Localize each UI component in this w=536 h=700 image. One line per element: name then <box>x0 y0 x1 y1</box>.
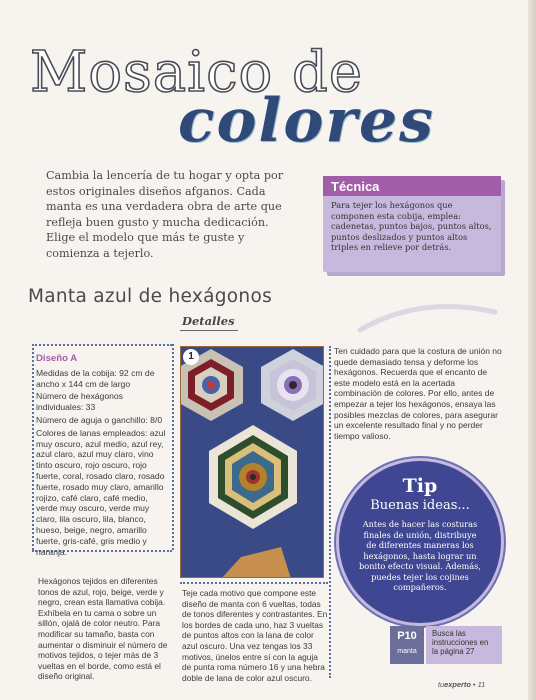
badge-code-box <box>390 626 424 664</box>
right-column-text: Ten cuidado para que la costura de unión no quede demasiado tensa y deforme los hexágonos. Recuerda que el encanto de este modelo está en la acertada combinación de colores. Por ello, antes de empezar a tejer los hexágonos, ensaya las posibles mezclas de colores, para asegurar un excelente resultado final y no perder tiempo valioso. <box>334 346 502 441</box>
title-line-2 <box>178 86 435 156</box>
tecnica-body: Para tejer los hexágonos que componen esta cobija, emplea: cadenetas, puntos bajos, puntos altos, puntos deslizados y puntos altos triples en relieve por detrás. <box>331 200 492 253</box>
diseno-colores: Colores de lanas empleados: azul muy oscuro, azul medio, azul rey, azul claro, azul muy claro, vino tinto oscuro, rojo oscuro, rojo fuerte, coral, rosado claro, rosado fuerte, rosado muy claro, amarillo rojizo, café claro, café medio, verde muy oscuro, verde muy claro, lila oscuro, lila, blanco, hueso, beige, negro, amarillo fuerte, gris-café, gris medio y naranja. <box>36 427 166 557</box>
diseno-hexagonos: Número de hexágonos individuales: 33 <box>36 391 123 413</box>
bottom-left-caption: Hexágonos tejidos en diferentes tonos de azul, rojo, beige, verde y negro, crean esta llamativa cobija. Exhíbela en tu cama o sobre un sillón, ojalá de color neutro. Para modificar su tamaño, basta con aumentar o disminuir el número de motivos tejidos, o tejer más de 3 vueltas en el borde, como está el diseño original. <box>38 576 168 682</box>
title-line-2-text: colores <box>178 86 435 156</box>
blanket-photo-illustration <box>181 347 324 578</box>
pattern-reference-badge <box>390 626 502 664</box>
page-footer: tuexperto • 11 <box>438 680 486 689</box>
bottom-middle-caption: Teje cada motivo que compone este diseño de manta con 6 vueltas, todas de tonos diferentes y contrastantes. En los bordes de cada uno, haz 3 vueltas de puntos altos con la lana de color azul oscuro. Una vez tengas los 33 motivos, únelos entre sí con la aguja de punta roma número 16 y una hebra doble de lana de color azul oscuro. <box>182 588 328 683</box>
dotted-divider-top <box>32 344 172 346</box>
detalles-label: Detalles <box>182 314 235 328</box>
tip-circle <box>336 458 504 626</box>
diseno-heading: Diseño A <box>36 353 78 364</box>
decorative-brush-stroke <box>350 300 500 340</box>
badge-label: manta <box>397 648 417 655</box>
footer-brand: experto <box>444 680 471 689</box>
intro-paragraph: Cambia la lencería de tu hogar y opta por estos originales diseños afganos. Cada manta es una verdadera obra de arte que refleja buen gusto y mucha dedicación. Elige el modelo que más te guste y comienza a tejerlo. <box>46 169 284 260</box>
diseno-a-details <box>36 354 168 559</box>
tip-body: Antes de hacer las costuras finales de unión, distribuye de diferentes maneras los hexágonos, hasta lograr un bonito efecto visual. Además, puedes tejer los cojines compañeros. <box>359 519 481 592</box>
badge-instructions: Busca las instrucciones en la página 27 <box>426 626 502 664</box>
section-title: Manta azul de hexágonos <box>28 286 273 307</box>
page-fold-edge <box>528 0 536 700</box>
tecnica-heading: Técnica <box>323 176 501 196</box>
tecnica-box <box>323 176 501 272</box>
tip-subtitle: Buenas ideas... <box>370 498 470 513</box>
diseno-medidas: Medidas de la cobija: 92 cm de ancho x 144 cm de largo <box>36 367 155 389</box>
title-line-1: Mosaico de <box>30 40 363 105</box>
dotted-divider-photo-bottom <box>180 582 328 584</box>
page-number: 11 <box>477 680 486 689</box>
blanket-photo <box>180 346 324 578</box>
tip-title: Tip <box>402 475 438 497</box>
dotted-divider-left <box>32 344 34 550</box>
dotted-divider-right <box>172 344 174 550</box>
diseno-aguja: Número de aguja o ganchillo: 8/0 <box>36 414 163 425</box>
badge-code: P10 <box>397 630 417 642</box>
footer-brand-prefix: tu <box>438 680 445 689</box>
detalles-underline <box>180 330 238 331</box>
dotted-divider-photo-right <box>329 346 331 678</box>
photo-number: 1 <box>183 349 199 365</box>
